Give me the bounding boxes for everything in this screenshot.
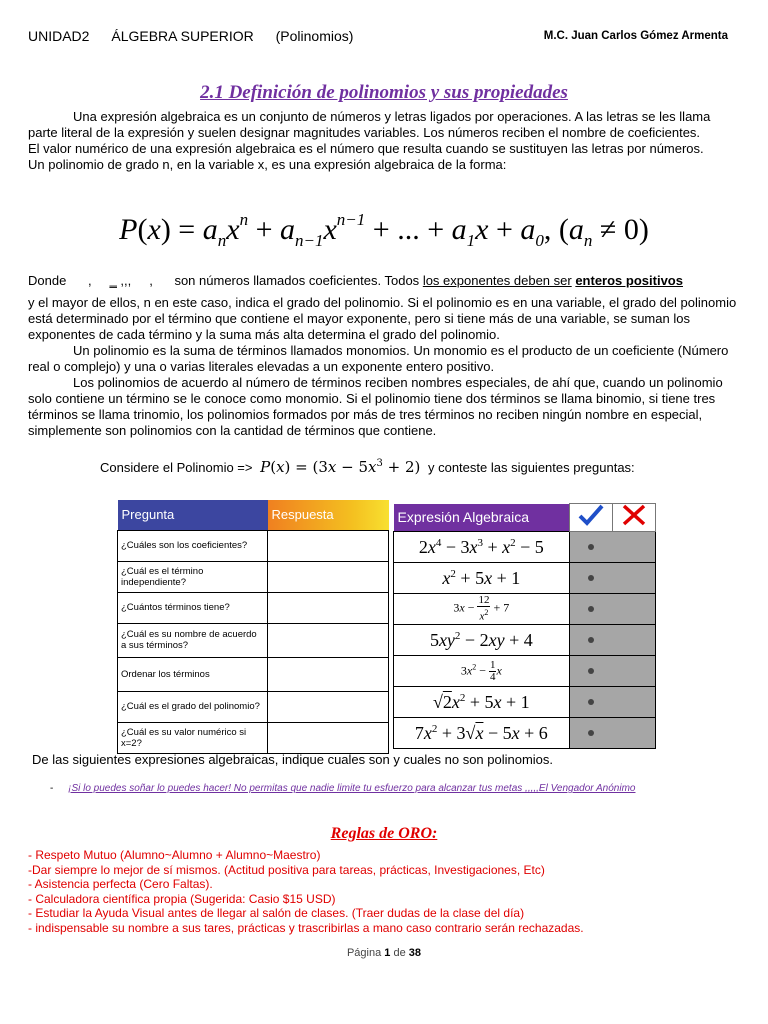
question-cell: ¿Cuál es su nombre de acuerdo a sus términos? <box>118 623 268 657</box>
donde-bold-text: enteros positivos <box>575 273 683 288</box>
radio-button[interactable] <box>588 637 594 643</box>
check-header <box>569 504 612 532</box>
question-table <box>117 500 389 754</box>
cross-icon <box>621 504 647 526</box>
answer-option[interactable] <box>569 594 655 625</box>
author-label: M.C. Juan Carlos Gómez Armenta <box>543 30 728 42</box>
answer-cell[interactable] <box>268 657 389 691</box>
footer-label: Página <box>346 947 382 959</box>
answer-cell[interactable] <box>268 623 389 657</box>
quote-dash: - <box>50 783 54 794</box>
consider-instruction: y conteste las siguientes preguntas: <box>427 460 635 475</box>
answer-option[interactable] <box>569 563 655 594</box>
expression-cell: $7x^2 + 3√x - 5x + 6$ <box>394 718 570 749</box>
intro-text <box>28 109 740 173</box>
radio-button[interactable] <box>588 668 594 674</box>
footer-total-pages: 38 <box>408 947 422 959</box>
quote-link[interactable]: ¡Si lo puedes soñar lo puedes hacer! No permitas que nadie limite tu esfuerzo para alcanzar tus metas ,,,,,El Vengador Anónimo <box>68 783 636 794</box>
expression-table <box>393 503 656 749</box>
answer-header: Respuesta <box>268 500 389 530</box>
footer-page-number: 1 <box>384 947 391 959</box>
expression-cell: $x^2 + 5x + 1$ <box>394 563 570 594</box>
expression-header: Expresión Algebraica <box>394 504 570 532</box>
page-footer <box>0 947 768 959</box>
donde-mid-text: son números llamados coeficientes. Todos <box>174 273 420 288</box>
rule-item: - Estudiar la Ayuda Visual antes de llegar al salón de clases. (Traer dudas de la clase del día) <box>28 906 525 921</box>
radio-button[interactable] <box>588 699 594 705</box>
question-cell: Ordenar los términos <box>118 657 268 691</box>
question-cell: ¿Cuál es el término independiente? <box>118 561 268 592</box>
donde-underline-text: los exponentes deben ser <box>422 273 572 288</box>
consider-label: Considere el Polinomio => <box>100 460 253 475</box>
cross-header <box>612 504 655 532</box>
question-cell: ¿Cuál es su valor numérico si x=2? <box>118 722 268 753</box>
unit-label: UNIDAD2 <box>28 28 90 44</box>
radio-button[interactable] <box>588 575 594 581</box>
rules-list <box>28 848 584 936</box>
answer-cell[interactable] <box>268 722 389 753</box>
expression-cell: $3x^2$ − $\frac{1}{4}$ x <box>394 656 570 687</box>
paragraph-3: Un polinomio de grado n, en la variable x, es una expresión algebraica de la forma: <box>28 157 507 172</box>
radio-button[interactable] <box>588 730 594 736</box>
answer-option[interactable] <box>569 656 655 687</box>
answer-option[interactable] <box>569 718 655 749</box>
motivational-quote <box>50 783 635 794</box>
answer-option[interactable] <box>569 625 655 656</box>
question-header: Pregunta <box>118 500 268 530</box>
answer-option[interactable] <box>569 532 655 563</box>
radio-button[interactable] <box>588 606 594 612</box>
rule-item: - Calculadora científica propia (Sugerida: Casio $15 USD) <box>28 891 336 906</box>
radio-button[interactable] <box>588 544 594 550</box>
paragraph-4: y el mayor de ellos, n en este caso, indica el grado del polinomio. Si el polinomio es en una variable, el grado del polinomio está determinado por el término que contiene el mayor exponente, pero si tiene más de una variable, se suman los exponentes de cada término y la suma más alta determina el grado del polinomio. <box>28 295 737 342</box>
rule-item: - Respeto Mutuo (Alumno~Alumno + Alumno~Maestro) <box>28 848 321 862</box>
rule-item: - indispensable su nombre a sus tares, prácticas y trascribirlas a mano caso contrario serán rechazadas. <box>28 920 584 935</box>
paragraph-2: El valor numérico de una expresión algebraica es el número que resulta cuando se sustituyen las letras por números. <box>28 141 704 156</box>
expression-cell: $5xy^2 - 2xy + 4$ <box>394 625 570 656</box>
answer-cell[interactable] <box>268 561 389 592</box>
page-header <box>28 28 728 48</box>
consider-polynomial: $P(x) = (3x - 5x^3 + 2)$ <box>260 458 421 476</box>
polynomial-formula: $P(x) = a_nx^n + a_{n-1}x^{n-1}$ + ... + $a_1x + a_0$, $(a_n \ne 0)$ <box>119 210 649 250</box>
properties-text <box>28 295 740 439</box>
expression-cell: 3x − $\frac{12}{x^2}$ + 7 <box>394 594 570 625</box>
expression-cell: $√2x^2 + 5x + 1$ <box>394 687 570 718</box>
question-cell: ¿Cuáles son los coeficientes? <box>118 530 268 561</box>
subject-label: ÁLGEBRA SUPERIOR <box>111 28 254 44</box>
paragraph-6: Los polinomios de acuerdo al número de términos reciben nombres especiales, de ahí que, cuando un polinomio solo contiene un término se le conoce como monomio. Si el polinomio tiene dos términos se llama binomio, si tiene tres términos se llama trinomio, los polinomios formados por más de tres términos no reciben ningún nombre en especial, simplemente son polinomios con la cantidad de términos que contiene. <box>28 375 723 438</box>
expression-cell: $2x^4 - 3x^3 + x^2 - 5$ <box>394 532 570 563</box>
answer-option[interactable] <box>569 687 655 718</box>
donde-line: Donde , ‗ ,,, , son números llamados coeficientes. Todos los exponentes deben ser enteros positivos <box>28 273 683 288</box>
answer-cell[interactable] <box>268 691 389 722</box>
section-title: 2.1 Definición de polinomios y sus propiedades <box>200 82 568 103</box>
rule-item: - Asistencia perfecta (Cero Faltas). <box>28 877 213 892</box>
footer-of: de <box>393 947 406 959</box>
rule-item: -Dar siempre lo mejor de sí mismos. (Actitud positiva para tareas, prácticas, Investigaciones, Etc) <box>28 862 545 877</box>
question-cell: ¿Cuántos términos tiene? <box>118 592 268 623</box>
consider-line <box>100 458 635 476</box>
check-icon <box>578 504 604 526</box>
question-cell: ¿Cuál es el grado del polinomio? <box>118 691 268 722</box>
topic-label: (Polinomios) <box>275 28 354 44</box>
rules-title: Reglas de ORO: <box>330 825 438 842</box>
expression-instruction: De las siguientes expresiones algebraicas, indique cuales son y cuales no son polinomios. <box>32 752 554 767</box>
donde-label: Donde <box>28 273 67 288</box>
answer-cell[interactable] <box>268 530 389 561</box>
paragraph-5: Un polinomio es la suma de términos llamados monomios. Un monomio es el producto de un coeficiente (Número real o complejo) y una o varias literales elevadas a un exponente entero positivo. <box>28 343 729 374</box>
answer-cell[interactable] <box>268 592 389 623</box>
paragraph-1: Una expresión algebraica es un conjunto de números y letras ligados por operaciones. A las letras se les llama parte literal de la expresión y suelen designar magnitudes variables. Los números reciben el nombre de coeficientes. <box>28 109 711 140</box>
